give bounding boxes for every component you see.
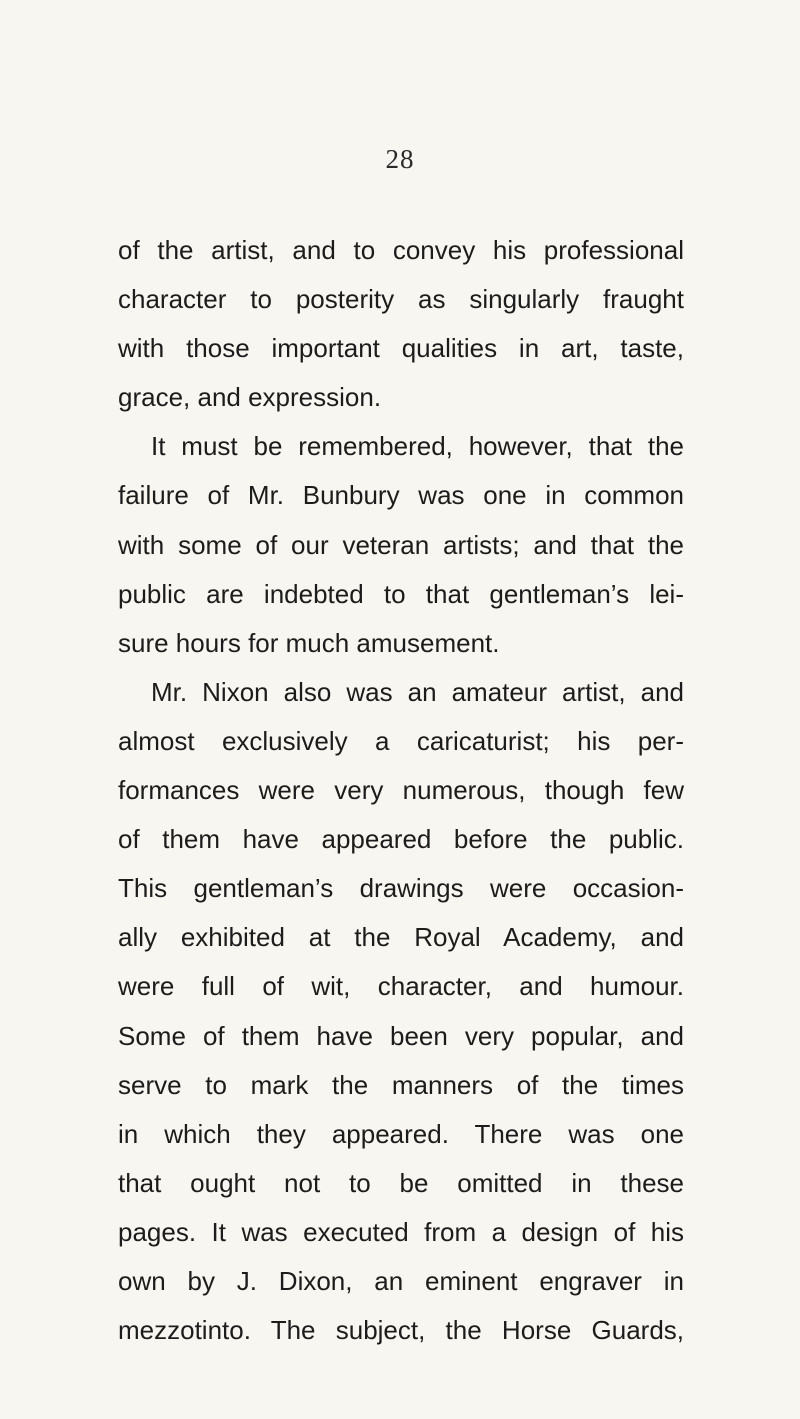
text-line: in which they appeared. There was one <box>118 1118 684 1149</box>
text-line: were full of wit, character, and humour. <box>118 971 684 1002</box>
text-line: failure of Mr. Bunbury was one in common <box>118 480 684 511</box>
text-line: formances were very numerous, though few <box>118 775 684 806</box>
text-line: ally exhibited at the Royal Academy, and <box>118 922 684 953</box>
text-line: almost exclusively a caricaturist; his per- <box>118 725 684 756</box>
text-line: of the artist, and to convey his professional <box>118 235 684 265</box>
text-line: sure hours for much amusement. <box>118 627 500 658</box>
text-line: with those important qualities in art, taste, <box>118 333 684 364</box>
page-number: 28 <box>385 144 415 174</box>
text-line: grace, and expression. <box>118 382 382 413</box>
text-line: serve to mark the manners of the times <box>118 1069 684 1100</box>
text-line: with some of our veteran artists; and that the <box>118 529 684 560</box>
text-line: character to posterity as singularly fraught <box>118 284 684 315</box>
text-line: Mr. Nixon also was an amateur artist, and <box>151 676 684 707</box>
text-line: pages. It was executed from a design of his <box>118 1216 684 1247</box>
body-text <box>118 226 684 1355</box>
text-line: that ought not to be omitted in these <box>118 1167 684 1198</box>
text-line: own by J. Dixon, an eminent engraver in <box>118 1265 684 1296</box>
text-line: mezzotinto. The subject, the Horse Guards, <box>118 1315 684 1346</box>
text-line: public are indebted to that gentleman’s lei- <box>118 578 684 609</box>
text-line: It must be remembered, however, that the <box>151 431 684 462</box>
text-line: of them have appeared before the public. <box>118 824 684 855</box>
text-line: Some of them have been very popular, and <box>118 1020 684 1051</box>
text-line: This gentleman’s drawings were occasion- <box>118 873 684 904</box>
